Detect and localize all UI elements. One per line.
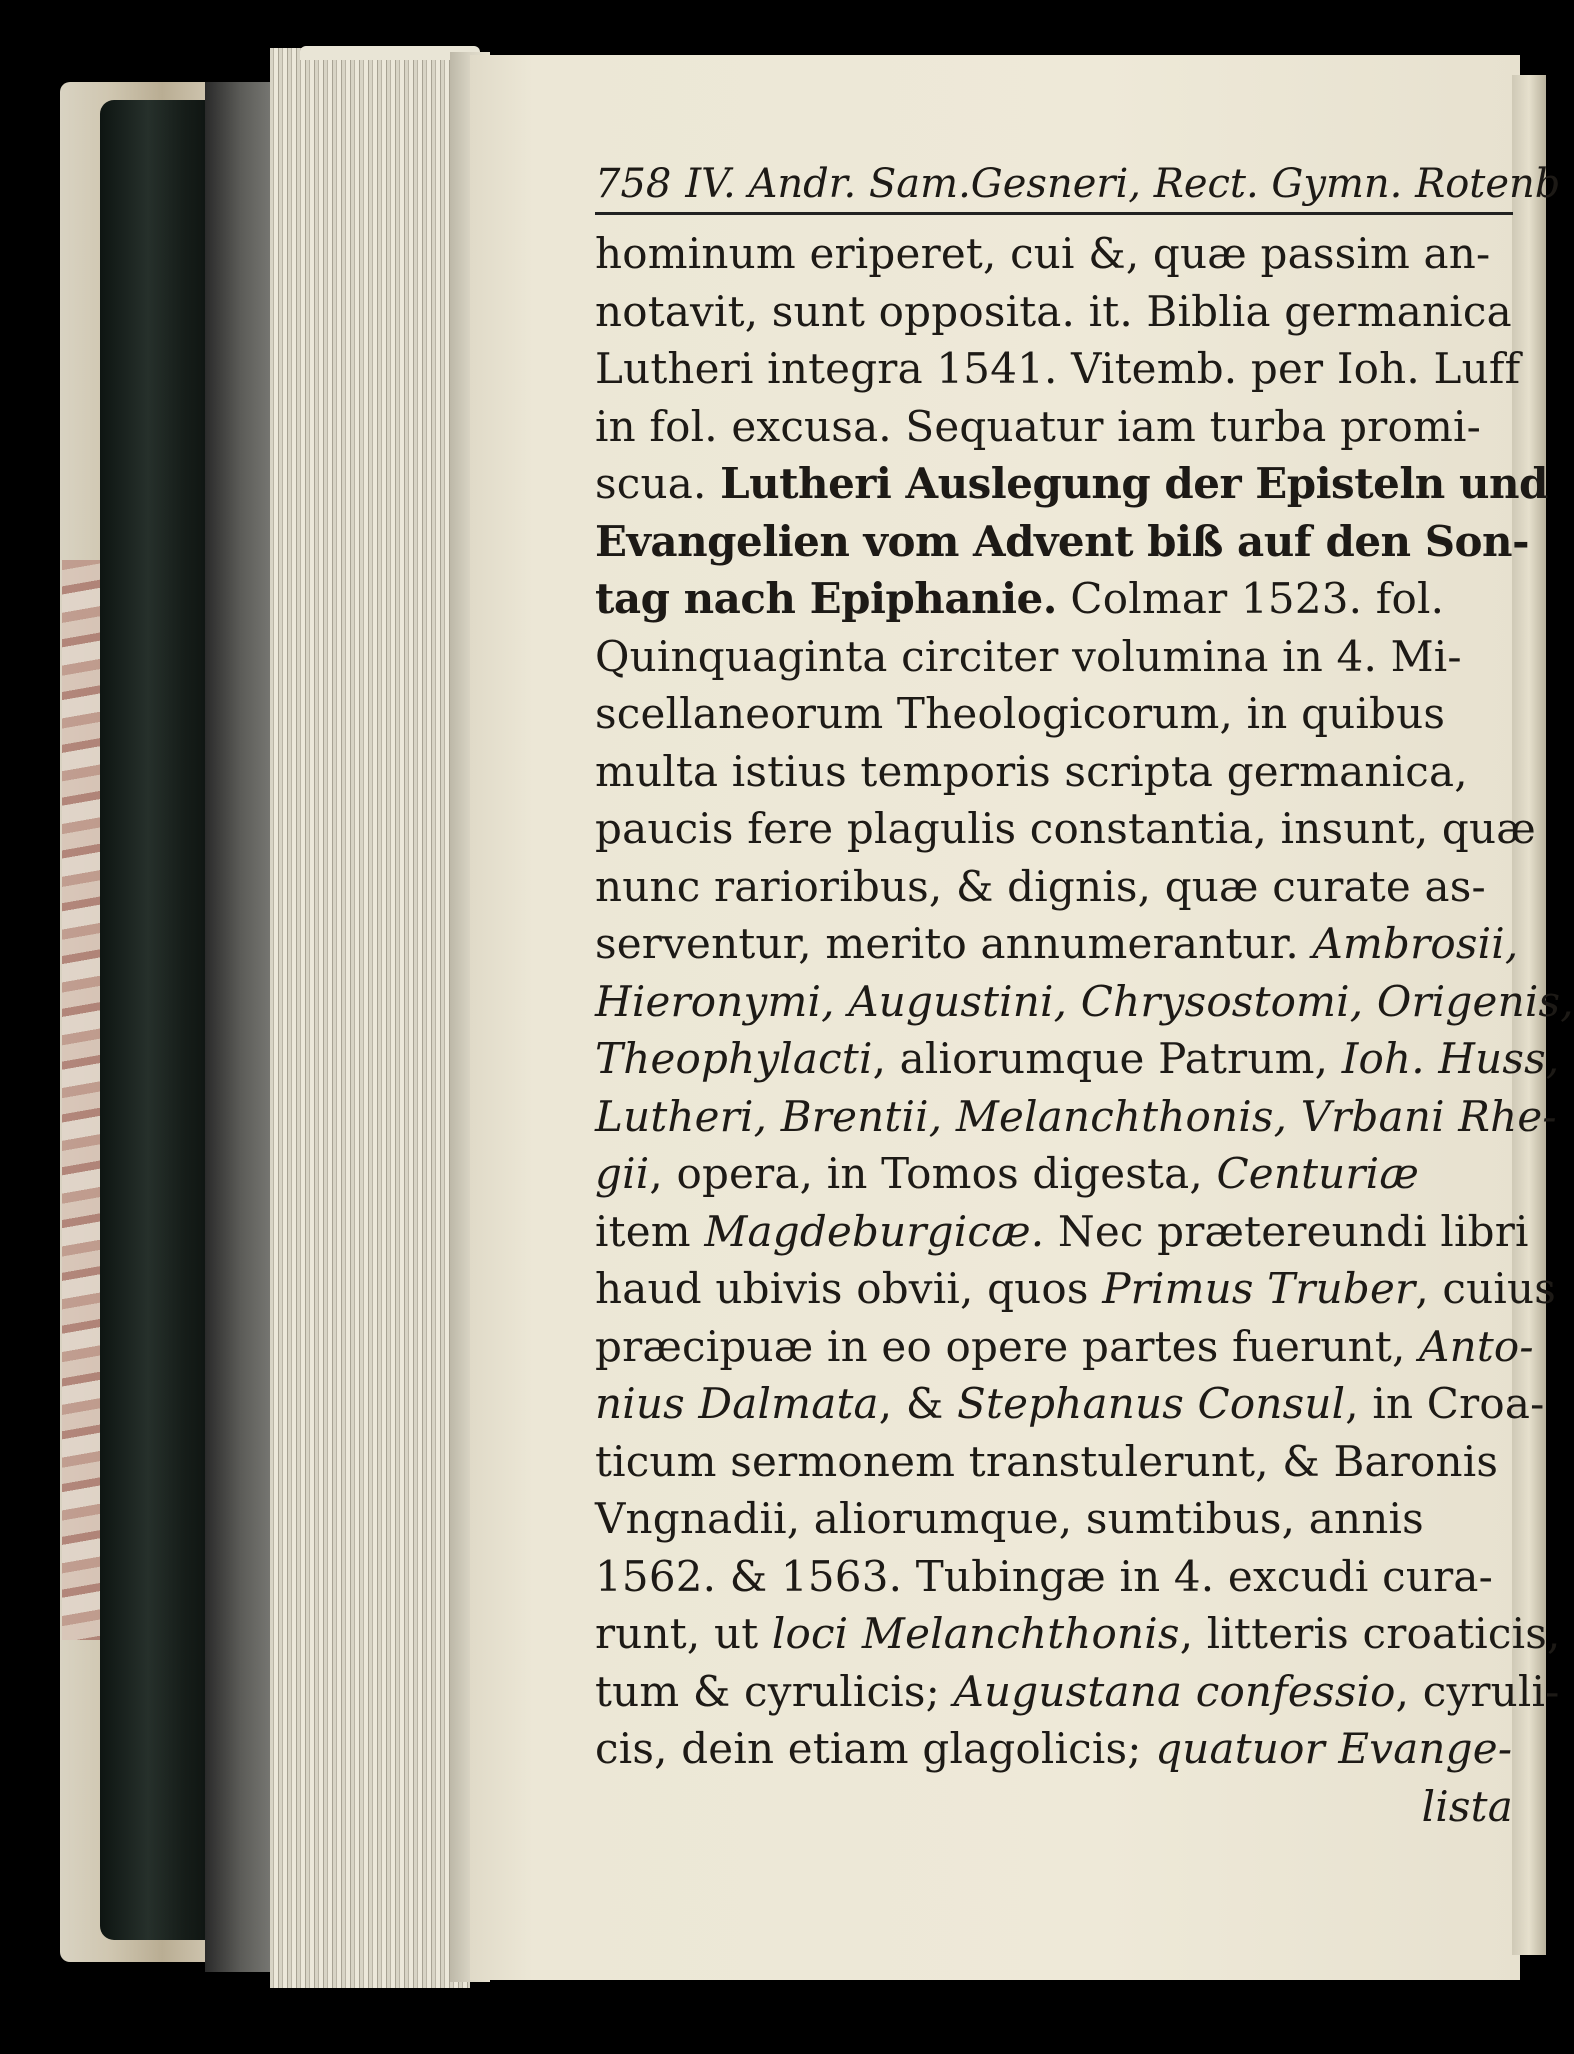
roman-text: multa istius temporis scripta germanica, [595,746,1468,796]
roman-text: , cyruli- [1395,1666,1560,1716]
page-stack [270,48,470,1988]
text-line [595,570,1513,628]
text-line [595,743,1513,801]
roman-text: Vngnadii, aliorumque, sumtibus, annis [595,1494,1424,1543]
text-line [595,398,1513,456]
text-line [595,1720,1513,1778]
italic-text: Ioh. Huss, [1341,1034,1560,1083]
text-line [595,858,1513,916]
blackletter-text: Evangelien vom Advent biß auf den Son- [595,516,1530,566]
body-text [595,225,1574,1778]
roman-text: , aliorumque Patrum, [872,1034,1342,1083]
page-text-block [595,160,1574,1860]
text-line [595,340,1521,398]
italic-text: Stephanus Consul [957,1379,1346,1428]
roman-text: præcipuæ in eo opere partes fuerunt, [595,1321,1420,1371]
text-line [595,1433,1513,1491]
roman-text: nunc rarioribus, & dignis, quæ curate as- [595,861,1486,911]
italic-text: Centuriæ [1216,1149,1419,1198]
italic-text: Ambrosii, [1312,919,1519,968]
roman-text: , opera, in Tomos digesta, [649,1149,1217,1198]
text-line [595,1663,1560,1721]
roman-text: , & [878,1379,958,1428]
roman-text: , litteris croaticis, [1179,1609,1561,1658]
roman-text: scua. [595,459,721,508]
text-line [595,915,1519,973]
roman-text: 1562. & 1563. Tubingæ in 4. excudi cura- [595,1551,1493,1601]
book-spine-edge [100,100,220,1940]
text-line [595,1145,1513,1203]
text-line [595,283,1513,341]
blackletter-text: tag nach Epiphanie. [595,574,1057,623]
blackletter-text: Lutheri Auslegung der Episteln und [720,459,1548,508]
text-line [595,1318,1534,1376]
text-line [595,1088,1557,1146]
roman-text: Colmar 1523. fol. [1056,574,1445,623]
italic-text: Theophylacti [595,1034,873,1083]
running-title: IV. Andr. Sam.Gesneri, Rect. Gymn. Rotenb [685,161,1561,207]
italic-text: Primus Truber [1102,1264,1416,1313]
text-line [595,1490,1513,1548]
roman-text: , in Croa- [1345,1379,1545,1428]
roman-text: ticum sermonem transtulerunt, & Baronis [595,1436,1499,1486]
text-line [595,973,1574,1031]
text-line [595,628,1513,686]
text-line [595,1030,1560,1088]
text-line [595,455,1548,513]
text-line [595,225,1513,283]
text-line [595,1203,1529,1261]
roman-text: paucis fere plagulis constantia, insunt, quæ [595,804,1536,853]
text-line [595,1375,1545,1433]
roman-text: in fol. excusa. Sequatur iam turba promi- [595,401,1481,451]
text-line [595,513,1530,571]
text-line [595,1548,1513,1606]
italic-text: Lutheri, Brentii, Melanchthonis, Vrbani Rhe- [595,1091,1557,1141]
text-line [595,1260,1557,1318]
roman-text: Quinquaginta circiter volumina in 4. Mi- [595,631,1462,681]
running-header [595,160,1561,210]
roman-text: hominum eriperet, cui &, quæ passim an- [595,229,1491,278]
italic-text: Augustana confessio [953,1666,1396,1716]
roman-text: Lutheri integra 1541. Vitemb. per Ioh. Luff [595,344,1521,393]
roman-text: notavit, sunt opposita. it. Biblia germanica [595,286,1512,336]
roman-text: serventur, merito annumerantur. [595,919,1313,968]
text-line [595,1605,1561,1663]
italic-text: Hieronymi, Augustini, Chrysostomi, Origenis, [595,976,1574,1026]
italic-text: gii [595,1149,650,1198]
page-number: 758 [595,161,672,207]
roman-text: scellaneorum Theologicorum, in quibus [595,689,1446,738]
italic-text: loci Melanchthonis [771,1609,1180,1658]
italic-text: Magdeburgicæ. [704,1206,1045,1256]
text-line [595,685,1513,743]
catchword: lista [1421,1781,1513,1831]
roman-text: cis, dein etiam glagolicis; [595,1724,1156,1773]
text-line [595,800,1536,858]
roman-text: runt, ut [595,1609,772,1658]
roman-text: , cuius [1415,1264,1557,1313]
roman-text: Nec prætereundi libri [1044,1206,1529,1256]
roman-text: item [595,1206,705,1256]
roman-text: haud ubivis obvii, quos [595,1264,1103,1313]
italic-text: nius Dalmata [595,1379,879,1428]
italic-text: quatuor Evange- [1155,1724,1513,1773]
header-rule [595,212,1513,215]
italic-text: Anto- [1419,1321,1534,1371]
roman-text: tum & cyrulicis; [595,1666,954,1716]
